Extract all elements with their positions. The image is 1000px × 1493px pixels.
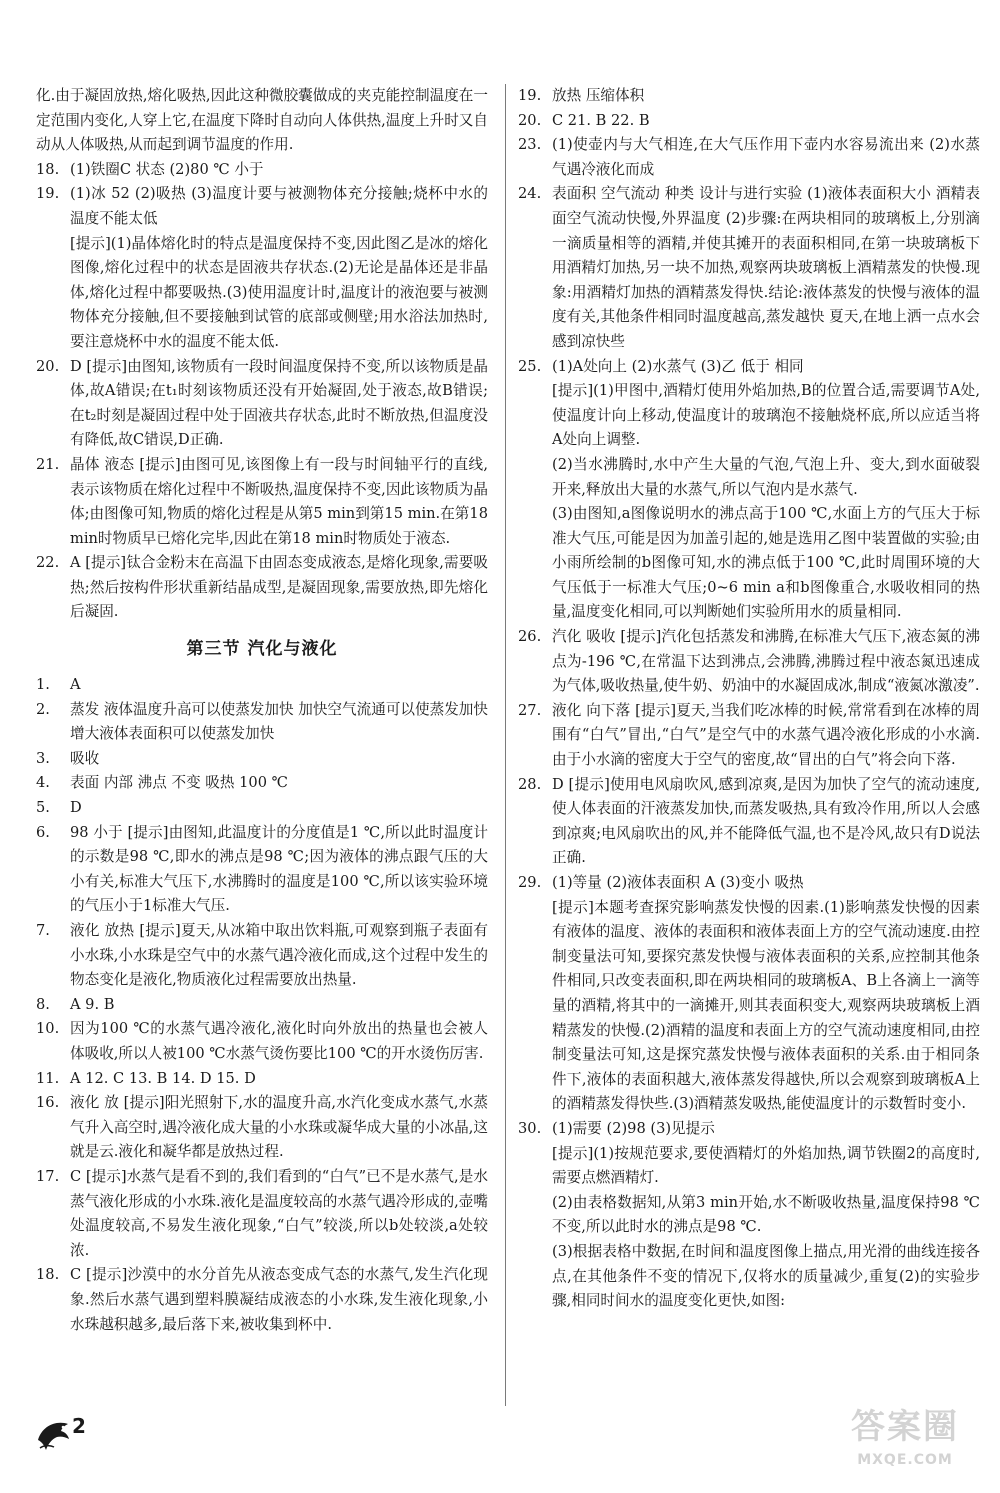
item-text: 因为100 ℃的水蒸气遇冷液化,液化时向外放出的热量也会被人体吸收,所以人被100 ℃水蒸气烫伤要比100 ℃的开水烫伤厉害.	[70, 1020, 488, 1062]
hint-paragraph: (2)当水沸腾时,水中产生大量的气泡,气泡上升、变大,到水面破裂开来,释放出大量的水蒸气,所以气泡内是水蒸气.	[552, 455, 980, 498]
item-text: C [提示]水蒸气是看不到的,我们看到的“白气”已不是水蒸气,是水蒸气液化形成的小水珠.液化是温度较高的水蒸气遇冷形成的,壶嘴处温度较高,不易发生液化现象,“白气”较淡,所以b处较淡,a处较浓.	[70, 1167, 488, 1259]
answer-item	[36, 796, 488, 821]
item-text: (1)铁圈C 状态 (2)80 ℃ 小于	[70, 160, 264, 178]
item-text: C 21. B 22. B	[552, 111, 650, 129]
answer-item	[518, 871, 980, 896]
item-number: 4.	[36, 774, 50, 792]
item-text: 液化 向下落 [提示]夏天,当我们吃冰棒的时候,常常看到在冰棒的周围有“白气”冒出,“白气”是空气中的水蒸气遇冷液化形成的小水滴.由于小水滴的密度大于空气的密度,故“冒出的白气”将会向下落.	[552, 701, 980, 769]
answer-item	[518, 182, 980, 354]
item-number: 23.	[518, 136, 542, 154]
answer-item	[36, 158, 488, 183]
item-number: 1.	[36, 676, 50, 694]
item-number: 10.	[36, 1020, 60, 1038]
answer-item	[518, 773, 980, 871]
hint-paragraph: [提示](1)甲图中,酒精灯使用外焰加热,B的位置合适,需要调节A处,使温度计向上移动,使温度计的玻璃泡不接触烧杯底,所以应适当将A处向上调整.	[552, 382, 980, 449]
item-number: 7.	[36, 922, 50, 939]
hint-paragraph: [提示](1)按规范要求,要使酒精灯的外焰加热,调节铁圈2的高度时,需要点燃酒精灯.	[552, 1144, 980, 1187]
item-number: 25.	[518, 357, 542, 375]
hint-paragraph: (2)由表格数据知,从第3 min开始,水不断吸收热量,温度保持98 ℃不变,所以此时水的沸点是98 ℃.	[552, 1193, 980, 1236]
answer-item	[518, 109, 980, 134]
answer-item	[36, 698, 488, 747]
watermark-logo-text: 答案圈	[851, 1407, 959, 1447]
watermark-url: MXQE.COM	[857, 1452, 953, 1468]
item-number: 8.	[36, 995, 50, 1013]
dolphin-logo-icon	[34, 1414, 74, 1454]
answer-item	[36, 1263, 488, 1337]
item-text: (1)需要 (2)98 (3)见提示	[552, 1119, 715, 1137]
item-number: 19.	[518, 87, 542, 104]
item-text: D [提示]使用电风扇吹风,感到凉爽,是因为加快了空气的流动速度,使人体表面的汗液蒸发加快,而蒸发吸热,具有致冷作用,所以人会感到凉爽;电风扇吹出的风,并不能降低气温,也不是冷风,故只有D说法正确.	[552, 775, 980, 867]
item-text: 液化 放热 [提示]夏天,从冰箱中取出饮料瓶,可观察到瓶子表面有小水珠,小水珠是空气中的水蒸气遇冷液化而成,这个过程中发生的物态变化是液化,物质液化过程需要放出热量.	[70, 922, 488, 989]
answer-item	[518, 355, 980, 380]
answer-item	[36, 355, 488, 453]
item-text: (1)等量 (2)液体表面积 A (3)变小 吸热	[552, 874, 804, 891]
paragraph: 化.由于凝固放热,熔化吸热,因此这种微胶囊做成的夹克能控制温度在一定范围内变化,人穿上它,在温度下降时自动向人体供热,温度上升时又自动从人体吸热,从而起到调节温度的作用.	[36, 87, 488, 154]
answer-item	[36, 551, 488, 625]
hint-paragraph: (3)由图知,a图像说明水的沸点高于100 ℃,水面上方的气压大于标准大气压,可能是因为加盖引起的,她是选用乙图中装置做的实验;由小雨所绘制的b图像可知,水的沸点低于100 ℃,此时周围环境的大气压低于一标准大气压;0~6 min a和b图像重合,水吸收相同的热量,温度变化相同,可以判断她们实验所用水的质量相同.	[552, 505, 980, 621]
answer-item	[36, 1017, 488, 1066]
item-text: 表面积 空气流动 种类 设计与进行实验 (1)液体表面积大小 酒精表面空气流动快慢,外界温度 (2)步骤:在两块相同的玻璃板上,分别滴一滴质量相等的酒精,并使其摊开的表面积相同,在第一块玻璃板下用酒精灯加热,另一块不加热,观察两块玻璃板上酒精蒸发的快慢.现象:用酒精灯加热的酒精蒸发得快.结论:液体蒸发的快慢与液体的温度有关,其他条件相同时温度越高,蒸发越快 夏天,在地上洒一点水会感到凉快些	[552, 185, 980, 350]
right-items-c	[518, 1117, 980, 1142]
item-text: A 9. B	[70, 995, 115, 1013]
item-number: 2.	[36, 700, 50, 718]
answer-item	[36, 747, 488, 772]
right-items-b	[518, 625, 980, 896]
item-number: 29.	[518, 874, 542, 891]
item-text: A 12. C 13. B 14. D 15. D	[70, 1069, 256, 1087]
item-number: 20.	[36, 357, 60, 375]
item-number: 21.	[36, 455, 60, 473]
item-text: A [提示]钛合金粉末在高温下由固态变成液态,是熔化现象,需要吸热;然后按构件形状重新结晶成型,是凝固现象,需要放热,即先熔化后凝固.	[70, 554, 488, 621]
item-text: 98 小于 [提示]由图知,此温度计的分度值是1 ℃,所以此时温度计的示数是98 ℃,即水的沸点是98 ℃;因为液体的沸点跟气压的大小有关,标准大气压下,水沸腾时的温度是100 ℃,所以该实验环境的气压小于1标准大气压.	[70, 823, 488, 915]
answer-item	[36, 993, 488, 1018]
answer-item	[36, 453, 488, 551]
answer-item	[518, 1117, 980, 1142]
left-items-b	[36, 355, 488, 626]
hint-paragraph: [提示]本题考查探究影响蒸发快慢的因素.(1)影响蒸发快慢的因素有液体的温度、液体的表面积和液体表面上方的空气流动速度.由控制变量法可知,要探究蒸发快慢与液体表面积的关系,应控制其他条件相同,只改变表面积,即在两块相同的玻璃板A、B上各滴上一滴等量的酒精,将其中的一滴摊开,则其表面积变大,观察两块玻璃板上酒精蒸发的快慢.(2)酒精的温度和表面上方的空气流动速度相同,由控制变量法可知,这是探究蒸发快慢与液体表面积的关系.由于相同条件下,液体的表面积越大,液体蒸发得越快,所以会观察到玻璃板A上的酒精蒸发得快些.(3)酒精蒸发吸热,能使温度计的示数暂时变小.	[552, 898, 980, 1113]
item-number: 6.	[36, 823, 50, 841]
answer-item	[518, 84, 980, 109]
item-number: 11.	[36, 1069, 60, 1087]
answer-item	[518, 699, 980, 773]
answer-item	[36, 919, 488, 993]
answer-item	[36, 821, 488, 919]
column-divider	[505, 84, 506, 1406]
left-cont-top	[36, 84, 488, 158]
left-items-a	[36, 158, 488, 232]
item-number: 28.	[518, 775, 542, 793]
item-text: 表面 内部 沸点 不变 吸热 100 ℃	[70, 774, 288, 792]
right-items-a	[518, 84, 980, 379]
item-text: 液化 放 [提示]阳光照射下,水的温度升高,水汽化变成水蒸气,水蒸气升入高空时,遇冷液化成大量的小水珠或凝华成大量的小冰晶,这就是云.液化和凝华都是放热过程.	[70, 1094, 488, 1161]
item-number: 20.	[518, 111, 542, 129]
answer-item	[36, 1165, 488, 1263]
right-column	[518, 84, 980, 1314]
right-notes-25	[518, 379, 980, 625]
left-column	[36, 84, 488, 1337]
item-text: (1)冰 52 (2)吸热 (3)温度计要与被测物体充分接触;烧杯中水的温度不能太低	[70, 185, 488, 227]
item-text: D [提示]由图知,该物质有一段时间温度保持不变,所以该物质是晶体,故A错误;在t₁时刻该物质还没有开始凝固,处于液态,故B错误;在t₂时刻是凝固过程中处于固液共存状态,此时不断放热,但温度没有降低,故C错误,D正确.	[70, 357, 488, 449]
item-text: 放热 压缩体积	[552, 87, 645, 104]
section-title: 第三节 汽化与液化	[186, 639, 338, 660]
item-text: (1)A处向上 (2)水蒸气 (3)乙 低于 相同	[552, 357, 804, 375]
item-number: 16.	[36, 1094, 60, 1112]
item-number: 27.	[518, 701, 542, 719]
item-number: 26.	[518, 628, 542, 646]
hint-paragraph: (3)根据表格中数据,在时间和温度图像上描点,用光滑的曲线连接各点,在其他条件不变的情况下,仅将水的质量减少,重复(2)的实验步骤,相同时间水的温度变化更快,如图:	[552, 1242, 980, 1310]
page-number: 2	[72, 1414, 86, 1438]
answer-item	[36, 182, 488, 231]
answer-item	[36, 673, 488, 698]
answer-item	[36, 1091, 488, 1165]
item-text: 吸收	[70, 749, 100, 767]
answer-item	[518, 625, 980, 699]
item-text: D	[70, 799, 82, 817]
item-number: 30.	[518, 1119, 542, 1137]
item-number: 22.	[36, 554, 60, 572]
item-text: 汽化 吸收 [提示]汽化包括蒸发和沸腾,在标准大气压下,液态氮的沸点为-196 ℃,在常温下达到沸点,会沸腾,沸腾过程中液态氮迅速成为气体,吸收热量,使牛奶、奶油中的水凝固成冰,制成“液氮冰激凌”.	[552, 628, 980, 695]
answer-item	[518, 133, 980, 182]
item-number: 18.	[36, 160, 60, 178]
right-notes-30	[518, 1142, 980, 1314]
item-text: 晶体 液态 [提示]由图可见,该图像上有一段与时间轴平行的直线,表示该物质在熔化过程中不断吸热,温度保持不变,因此该物质为晶体;由图像可知,物质的熔化过程是从第5 min到第15 min.在第18 min时物质早已熔化完毕,因此在第18 min时物质处于液态.	[70, 455, 488, 547]
item-number: 24.	[518, 185, 542, 203]
hint-paragraph: [提示](1)晶体熔化时的特点是温度保持不变,因此图乙是冰的熔化图像,熔化过程中的状态是固液共存状态.(2)无论是晶体还是非晶体,熔化过程中都要吸热.(3)使用温度计时,温度计的液泡要与被测物体充分接触,但不要接触到试管的底部或侧壁;用水浴法加热时,要注意烧杯中水的温度不能太低.	[70, 234, 488, 350]
item-text: C [提示]沙漠中的水分首先从液态变成气态的水蒸气,发生汽化现象.然后水蒸气遇到塑料膜凝结成液态的小水珠,发生液化现象,小水珠越积越多,最后落下来,被收集到杯中.	[70, 1266, 488, 1333]
answer-item	[36, 1067, 488, 1092]
item-number: 17.	[36, 1167, 60, 1185]
answer-item	[36, 771, 488, 796]
item-number: 19.	[36, 185, 60, 203]
item-text: A	[70, 676, 81, 694]
item-text: 蒸发 液体温度升高可以使蒸发加快 加快空气流通可以使蒸发加快 增大液体表面积可以使蒸发加快	[70, 700, 488, 743]
item-number: 3.	[36, 749, 50, 767]
left-items-c	[36, 673, 488, 1337]
item-number: 18.	[36, 1266, 60, 1284]
item-text: (1)使壶内与大气相连,在大气压作用下壶内水容易流出来 (2)水蒸气遇冷液化而成	[552, 136, 980, 178]
item-number: 5.	[36, 799, 50, 817]
watermark	[820, 1405, 990, 1485]
